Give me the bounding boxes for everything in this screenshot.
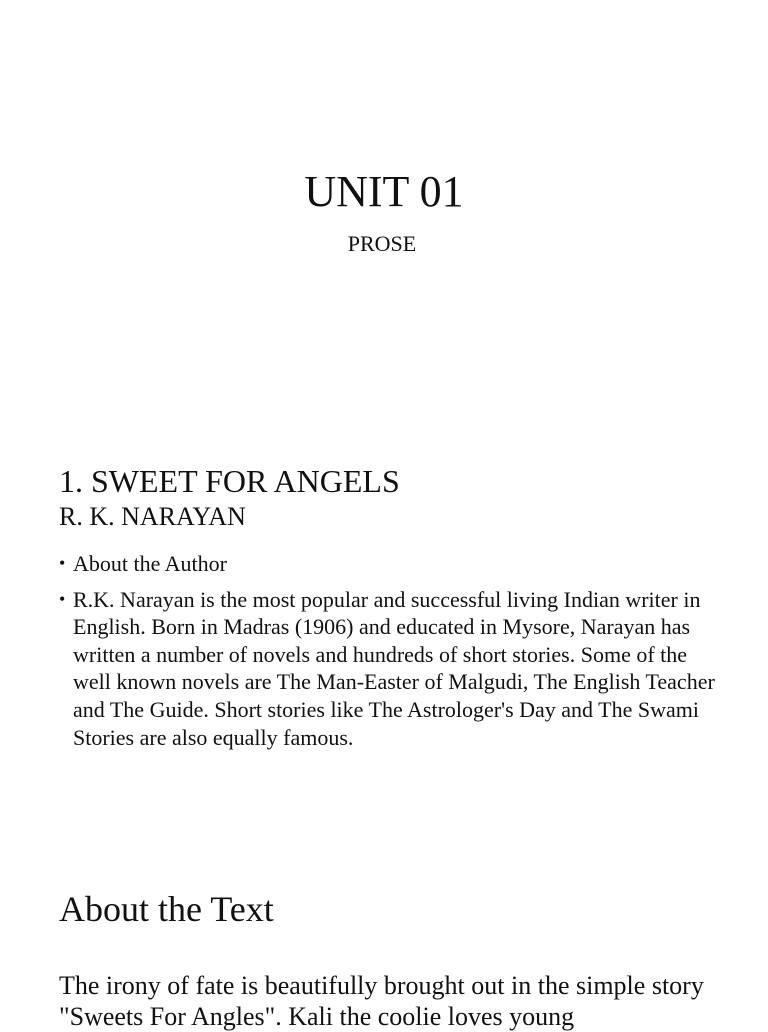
bullet-text: About the Author (73, 551, 227, 576)
unit-subtitle: PROSE (347, 231, 417, 256)
section-body: The irony of fate is beautifully brought out in the simple story "Sweets For Angles". Kali the coolie loves young (59, 971, 704, 1031)
bullet-dot-icon: • (59, 588, 66, 609)
unit-title: UNIT 01 (304, 167, 464, 216)
bullet-text: R.K. Narayan is the most popular and successful living Indian writer in English. Born in Madras (1906) and educated in Mysore, Narayan has written a number of novels and hundreds of short stories. Some of the well known novels are The Man-Easter of Malgudi, The English Teacher and The Guide. Short stories like The Astrologer's Day and The Swami Stories are also equally famous. (73, 586, 715, 750)
bullet-dot-icon: • (59, 553, 66, 573)
bullet-item (59, 586, 719, 752)
section-heading: About the Text (59, 889, 274, 929)
chapter-title: 1. SWEET FOR ANGELS (59, 463, 400, 499)
author-bullet-list (59, 550, 719, 759)
chapter-author: R. K. NARAYAN (59, 502, 246, 531)
bullet-item (59, 550, 719, 578)
